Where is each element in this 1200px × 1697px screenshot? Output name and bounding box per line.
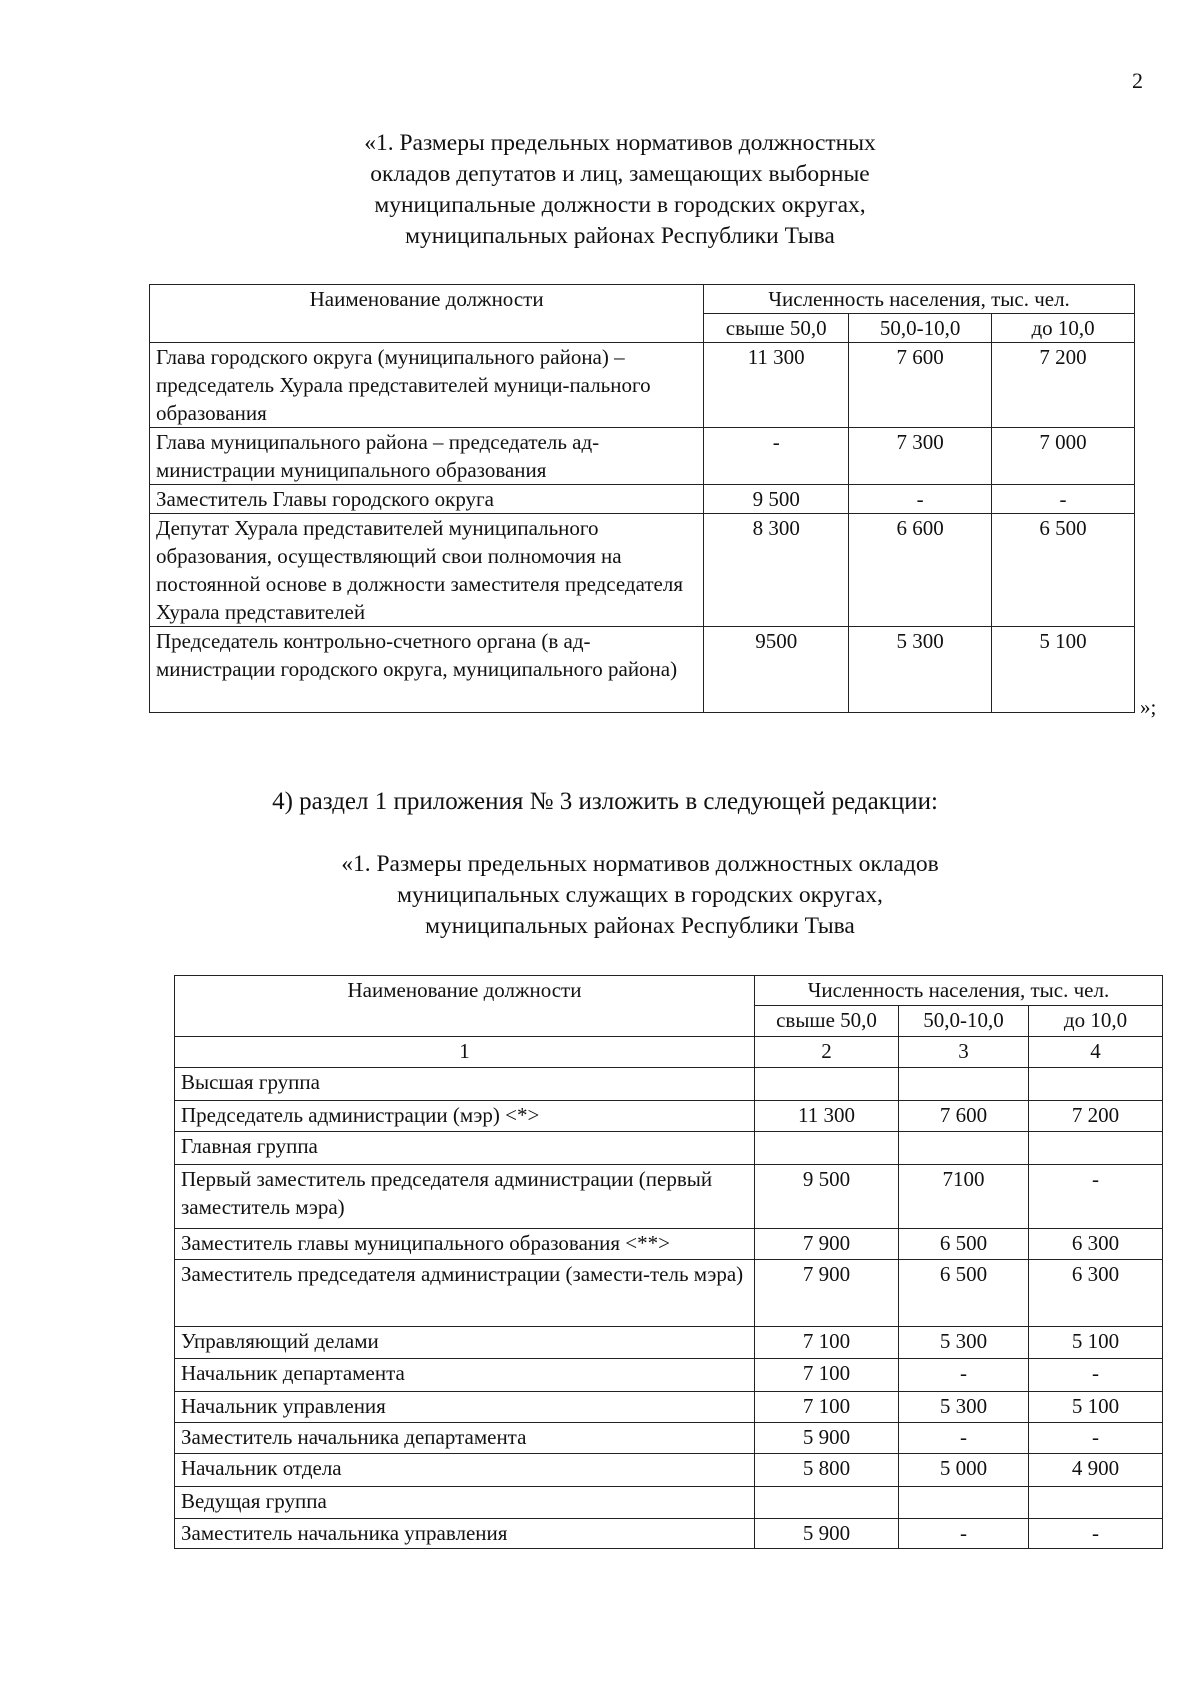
table-row bbox=[175, 1519, 1163, 1549]
value-50-10: 7100 bbox=[899, 1165, 1029, 1229]
column-number: 3 bbox=[899, 1037, 1029, 1068]
value-under-10: - bbox=[992, 485, 1135, 514]
group-name: Главная группа bbox=[175, 1132, 755, 1165]
table-row bbox=[175, 1454, 1163, 1487]
value-50-10: - bbox=[899, 1519, 1029, 1549]
table-row bbox=[150, 514, 1135, 627]
position-name: Заместитель Главы городского округа bbox=[150, 485, 704, 514]
header-population: Численность населения, тыс. чел. bbox=[704, 285, 1135, 314]
table-row bbox=[150, 428, 1135, 485]
value-over-50: 8 300 bbox=[704, 514, 849, 627]
value-50-10: 5 300 bbox=[849, 627, 992, 713]
value-50-10: 7 600 bbox=[899, 1101, 1029, 1132]
value-under-10 bbox=[1029, 1487, 1163, 1519]
position-name: Заместитель председателя администрации (замести-тель мэра) bbox=[175, 1260, 755, 1327]
value-over-50: 9 500 bbox=[755, 1165, 899, 1229]
value-50-10 bbox=[899, 1068, 1029, 1101]
value-under-10 bbox=[1029, 1068, 1163, 1101]
value-under-10: 7 000 bbox=[992, 428, 1135, 485]
value-under-10: 6 500 bbox=[992, 514, 1135, 627]
value-50-10: 7 600 bbox=[849, 343, 992, 428]
column-number: 2 bbox=[755, 1037, 899, 1068]
value-over-50: 5 800 bbox=[755, 1454, 899, 1487]
value-under-10: 6 300 bbox=[1029, 1229, 1163, 1260]
heading-line: «1. Размеры предельных нормативов должностных окладов bbox=[341, 851, 939, 877]
header-position-name: Наименование должности bbox=[150, 285, 704, 343]
value-over-50: 7 100 bbox=[755, 1392, 899, 1423]
value-over-50: 9 500 bbox=[704, 485, 849, 514]
value-over-50: 7 100 bbox=[755, 1359, 899, 1392]
value-50-10 bbox=[899, 1132, 1029, 1165]
value-over-50: 7 900 bbox=[755, 1260, 899, 1327]
value-50-10: - bbox=[899, 1423, 1029, 1454]
value-under-10: - bbox=[1029, 1165, 1163, 1229]
header-population: Численность населения, тыс. чел. bbox=[755, 976, 1163, 1006]
table-row bbox=[175, 1260, 1163, 1327]
position-name: Глава муниципального района – председатель ад-министрации муниципального образования bbox=[150, 428, 704, 485]
value-50-10: 6 500 bbox=[899, 1229, 1029, 1260]
header-col-under-10: до 10,0 bbox=[992, 314, 1135, 343]
table-row bbox=[175, 1165, 1163, 1229]
amendment-instruction: 4) раздел 1 приложения № 3 изложить в следующей редакции: bbox=[272, 788, 938, 815]
value-over-50: 9500 bbox=[704, 627, 849, 713]
heading-line: окладов депутатов и лиц, замещающих выборные bbox=[370, 161, 870, 187]
value-over-50 bbox=[755, 1487, 899, 1519]
value-50-10: - bbox=[849, 485, 992, 514]
value-over-50: 7 900 bbox=[755, 1229, 899, 1260]
table-row bbox=[175, 1359, 1163, 1392]
value-under-10: 7 200 bbox=[992, 343, 1135, 428]
value-under-10: 4 900 bbox=[1029, 1454, 1163, 1487]
value-over-50: - bbox=[704, 428, 849, 485]
heading-line: «1. Размеры предельных нормативов должностных bbox=[364, 130, 876, 156]
position-name: Председатель администрации (мэр) <*> bbox=[175, 1101, 755, 1132]
position-name: Начальник управления bbox=[175, 1392, 755, 1423]
heading-line: муниципальные должности в городских округах, bbox=[374, 192, 866, 218]
page-number: 2 bbox=[1132, 68, 1143, 93]
column-number: 1 bbox=[175, 1037, 755, 1068]
position-name: Заместитель начальника департамента bbox=[175, 1423, 755, 1454]
value-under-10: - bbox=[1029, 1423, 1163, 1454]
value-under-10: 5 100 bbox=[1029, 1327, 1163, 1359]
value-under-10: 6 300 bbox=[1029, 1260, 1163, 1327]
position-name: Депутат Хурала представителей муниципального образования, осуществляющий свои полномочия на постоянной основе в должности заместителя председателя Хурала представителей bbox=[150, 514, 704, 627]
value-over-50 bbox=[755, 1068, 899, 1101]
position-name: Заместитель главы муниципального образования <**> bbox=[175, 1229, 755, 1260]
group-name: Ведущая группа bbox=[175, 1487, 755, 1519]
header-col-under-10: до 10,0 bbox=[1029, 1006, 1163, 1037]
table-row bbox=[175, 1132, 1163, 1165]
group-name: Высшая группа bbox=[175, 1068, 755, 1101]
table-row bbox=[175, 1068, 1163, 1101]
table-row bbox=[175, 1392, 1163, 1423]
value-under-10 bbox=[1029, 1132, 1163, 1165]
position-name: Начальник отдела bbox=[175, 1454, 755, 1487]
column-number: 4 bbox=[1029, 1037, 1163, 1068]
value-under-10: 5 100 bbox=[992, 627, 1135, 713]
value-over-50 bbox=[755, 1132, 899, 1165]
value-50-10: 5 000 bbox=[899, 1454, 1029, 1487]
position-name: Заместитель начальника управления bbox=[175, 1519, 755, 1549]
table-row bbox=[150, 343, 1135, 428]
value-50-10: 5 300 bbox=[899, 1327, 1029, 1359]
value-over-50: 11 300 bbox=[704, 343, 849, 428]
value-over-50: 11 300 bbox=[755, 1101, 899, 1132]
value-under-10: 5 100 bbox=[1029, 1392, 1163, 1423]
value-over-50: 5 900 bbox=[755, 1423, 899, 1454]
value-under-10: 7 200 bbox=[1029, 1101, 1163, 1132]
salary-table-elected bbox=[149, 284, 1135, 713]
salary-table-municipal-employees bbox=[174, 975, 1163, 1549]
value-50-10: 6 600 bbox=[849, 514, 992, 627]
table-row bbox=[175, 1327, 1163, 1359]
header-position-name: Наименование должности bbox=[175, 976, 755, 1037]
table2-heading bbox=[200, 849, 1080, 942]
table-row bbox=[175, 1423, 1163, 1454]
position-name: Председатель контрольно-счетного органа (в ад-министрации городского округа, муниципального района) bbox=[150, 627, 704, 713]
value-under-10: - bbox=[1029, 1519, 1163, 1549]
table-row bbox=[150, 485, 1135, 514]
heading-line: муниципальных районах Республики Тыва bbox=[405, 223, 835, 249]
value-50-10 bbox=[899, 1487, 1029, 1519]
value-50-10: 6 500 bbox=[899, 1260, 1029, 1327]
heading-line: муниципальных районах Республики Тыва bbox=[425, 913, 855, 939]
table-row bbox=[150, 627, 1135, 713]
heading-line: муниципальных служащих в городских округах, bbox=[397, 882, 883, 908]
position-name: Управляющий делами bbox=[175, 1327, 755, 1359]
value-over-50: 7 100 bbox=[755, 1327, 899, 1359]
header-col-over-50: свыше 50,0 bbox=[755, 1006, 899, 1037]
position-name: Глава городского округа (муниципального района) – председатель Хурала представителей муници-пального образования bbox=[150, 343, 704, 428]
table-row bbox=[175, 1229, 1163, 1260]
closing-quote: »; bbox=[1140, 695, 1157, 719]
value-under-10: - bbox=[1029, 1359, 1163, 1392]
value-50-10: 5 300 bbox=[899, 1392, 1029, 1423]
value-50-10: - bbox=[899, 1359, 1029, 1392]
value-50-10: 7 300 bbox=[849, 428, 992, 485]
value-over-50: 5 900 bbox=[755, 1519, 899, 1549]
header-col-over-50: свыше 50,0 bbox=[704, 314, 849, 343]
position-name: Первый заместитель председателя администрации (первый заместитель мэра) bbox=[175, 1165, 755, 1229]
table1-heading bbox=[250, 128, 990, 252]
table-row bbox=[175, 1101, 1163, 1132]
table-row bbox=[175, 1487, 1163, 1519]
header-col-50-10: 50,0-10,0 bbox=[849, 314, 992, 343]
header-col-50-10: 50,0-10,0 bbox=[899, 1006, 1029, 1037]
position-name: Начальник департамента bbox=[175, 1359, 755, 1392]
